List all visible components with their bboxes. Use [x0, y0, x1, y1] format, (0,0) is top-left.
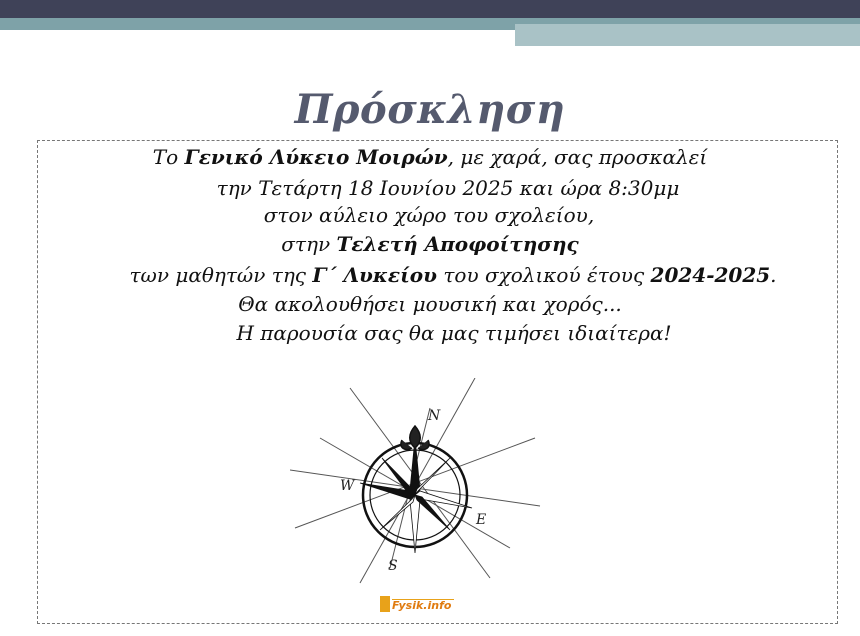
invitation-line-7: Η παρουσία σας θα μας τιμήσει ιδιαίτερα!: [236, 321, 672, 345]
school-year: 2024-2025: [650, 263, 771, 287]
logo-text: Fysik.info: [392, 599, 452, 612]
compass-label-west: W: [340, 478, 355, 494]
invitation-line-3: στον αύλειο χώρο του σχολείου,: [263, 203, 595, 227]
text-segment: .: [770, 263, 777, 287]
invitation-line-5: [23, 263, 860, 287]
invitation-line-2: την Τετάρτη 18 Ιουνίου 2025 και ώρα 8:30μμ: [216, 176, 680, 200]
compass-label-east: E: [476, 512, 487, 528]
text-segment: , με χαρά, σας προσκαλεί: [447, 145, 708, 169]
invitation-line-6: Θα ακολουθήσει μουσική και χορός...: [238, 292, 622, 316]
invitation-line-4: [0, 232, 860, 256]
compass-star: [360, 438, 472, 553]
invitation-line-1: [0, 145, 860, 169]
compass-label-north: N: [428, 408, 441, 424]
header-bar-light: [515, 24, 860, 46]
text-segment: των μαθητών της: [129, 263, 313, 287]
page-title: Πρόσκληση: [294, 86, 566, 133]
text-segment: του σχολικού έτους: [436, 263, 651, 287]
fysik-logo: [380, 594, 456, 616]
header-bar-dark: [0, 0, 860, 18]
compass-label-south: S: [388, 558, 398, 574]
text-segment: Το: [152, 145, 185, 169]
event-name: Τελετή Αποφοίτησης: [336, 232, 579, 256]
class-name: Γ΄ Λυκείου: [312, 263, 437, 287]
text-segment: στην: [281, 232, 337, 256]
school-name: Γενικό Λύκειο Μοιρών: [184, 145, 448, 169]
logo-mark: [380, 596, 390, 612]
compass-rose-icon: [290, 378, 550, 588]
